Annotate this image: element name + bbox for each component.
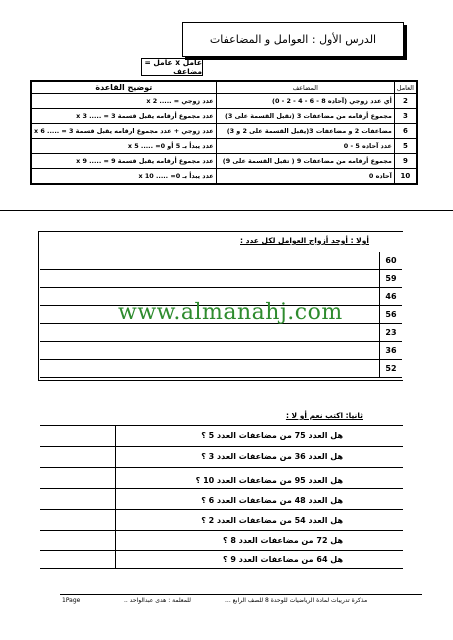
header-rule: توضيح القاعدة <box>31 81 216 94</box>
rule-factor: 9 <box>394 154 417 169</box>
header-multiple: المضاعف <box>216 81 394 94</box>
rule-factor: 2 <box>394 94 417 109</box>
rules-row <box>31 124 417 139</box>
footer-teacher: للمعلمة : هدى عبدالواحد .. <box>124 597 191 604</box>
list-item <box>40 270 402 288</box>
lesson-title: الدرس الأول : العوامل و المضاعفات <box>182 22 404 57</box>
footer-divider <box>60 594 422 595</box>
formula-box: عامل x عامل = مضاعف <box>141 58 203 76</box>
rule-multiple: مجموع أرقامه من مضاعفات 3 (تقبل القسمة على 3) <box>216 109 394 124</box>
rule-multiple: مجموع أرقامه من مضاعفات 9 ( تقبل القسمة على 9) <box>216 154 394 169</box>
header-factor: العامل <box>394 81 417 94</box>
number-cell: 36 <box>380 342 403 360</box>
rule-multiple: عدد آحاده 5 - 0 <box>216 139 394 154</box>
question-text: هل 72 من مضاعفات العدد 8 ؟ <box>222 536 343 545</box>
question-text: هل العدد 95 من مضاعفات العدد 10 ؟ <box>195 476 343 485</box>
rule-factor: 10 <box>394 169 417 185</box>
section1-title: أولا : أوجد أزواج العوامل لكل عدد : <box>240 236 369 245</box>
rule-factor: 6 <box>394 124 417 139</box>
number-cell: 60 <box>380 252 403 270</box>
rule-factor: 3 <box>394 109 417 124</box>
rule-explanation: عدد مجموع أرقامه يقبل قسمة 3 = ..... x 3 <box>31 109 216 124</box>
rule-multiple: أي عدد زوجي (آحاده 8 - 6 - 4 - 2 - 0) <box>216 94 394 109</box>
question-text: هل العدد 54 من مضاعفات العدد 2 ؟ <box>201 516 343 525</box>
rules-table <box>30 80 418 185</box>
rule-multiple: مضاعفات 2 و مضاعفات 3(يقبل القسمة على 2 و 3) <box>216 124 394 139</box>
footer-notes: مذكرة تدريبات لمادة الرياضيات للوحدة 8 للصف الرابع ... <box>225 597 368 604</box>
watermark: www.almanahj.com <box>118 300 343 325</box>
answer-cell[interactable] <box>40 270 380 288</box>
question-text: هل العدد 75 من مضاعفات العدد 5 ؟ <box>201 431 343 440</box>
list-item <box>40 342 402 360</box>
answer-cell[interactable] <box>40 252 380 270</box>
question-row <box>40 530 403 549</box>
rule-explanation: عدد يبدأ بـ 5 أو 0= ..... x 5 <box>31 139 216 154</box>
rules-row <box>31 94 417 109</box>
answer-cell[interactable] <box>40 360 380 378</box>
list-item <box>40 360 402 378</box>
number-cell: 59 <box>380 270 403 288</box>
question-text: هل العدد 36 من مضاعفات العدد 3 ؟ <box>201 452 343 461</box>
rule-explanation: عدد يبدأ بـ 0= ..... x 10 <box>31 169 216 185</box>
rule-factor: 5 <box>394 139 417 154</box>
question-row <box>40 550 403 569</box>
rules-row <box>31 109 417 124</box>
number-cell: 52 <box>380 360 403 378</box>
rule-multiple: آحاده 0 <box>216 169 394 185</box>
number-cell: 23 <box>380 324 403 342</box>
number-cell: 46 <box>380 288 403 306</box>
list-item <box>40 324 402 342</box>
list-item <box>40 252 402 270</box>
rules-row <box>31 139 417 154</box>
rules-row <box>31 154 417 169</box>
rules-row <box>31 169 417 185</box>
question-text: هل العدد 48 من مضاعفات العدد 6 ؟ <box>201 496 343 505</box>
rule-explanation: عدد زوجي + عدد مجموع ارقامه يقبل قسمة 3 = ..... x 6 <box>31 124 216 139</box>
question-text: هل 64 من مضاعفات العدد 9 ؟ <box>222 555 343 564</box>
answer-column-divider <box>115 425 116 568</box>
rule-explanation: عدد مجموع أرقامه يقبل قسمة 9 = ..... x 9 <box>31 154 216 169</box>
answer-cell[interactable] <box>40 324 380 342</box>
section2-title: ثانيا: اكتب نعم أو لا : <box>285 411 363 420</box>
section-divider <box>0 210 453 211</box>
answer-cell[interactable] <box>40 342 380 360</box>
rule-explanation: عدد زوجي = ..... x 2 <box>31 94 216 109</box>
number-cell: 56 <box>380 306 403 324</box>
page-number: 1Page <box>62 597 81 604</box>
